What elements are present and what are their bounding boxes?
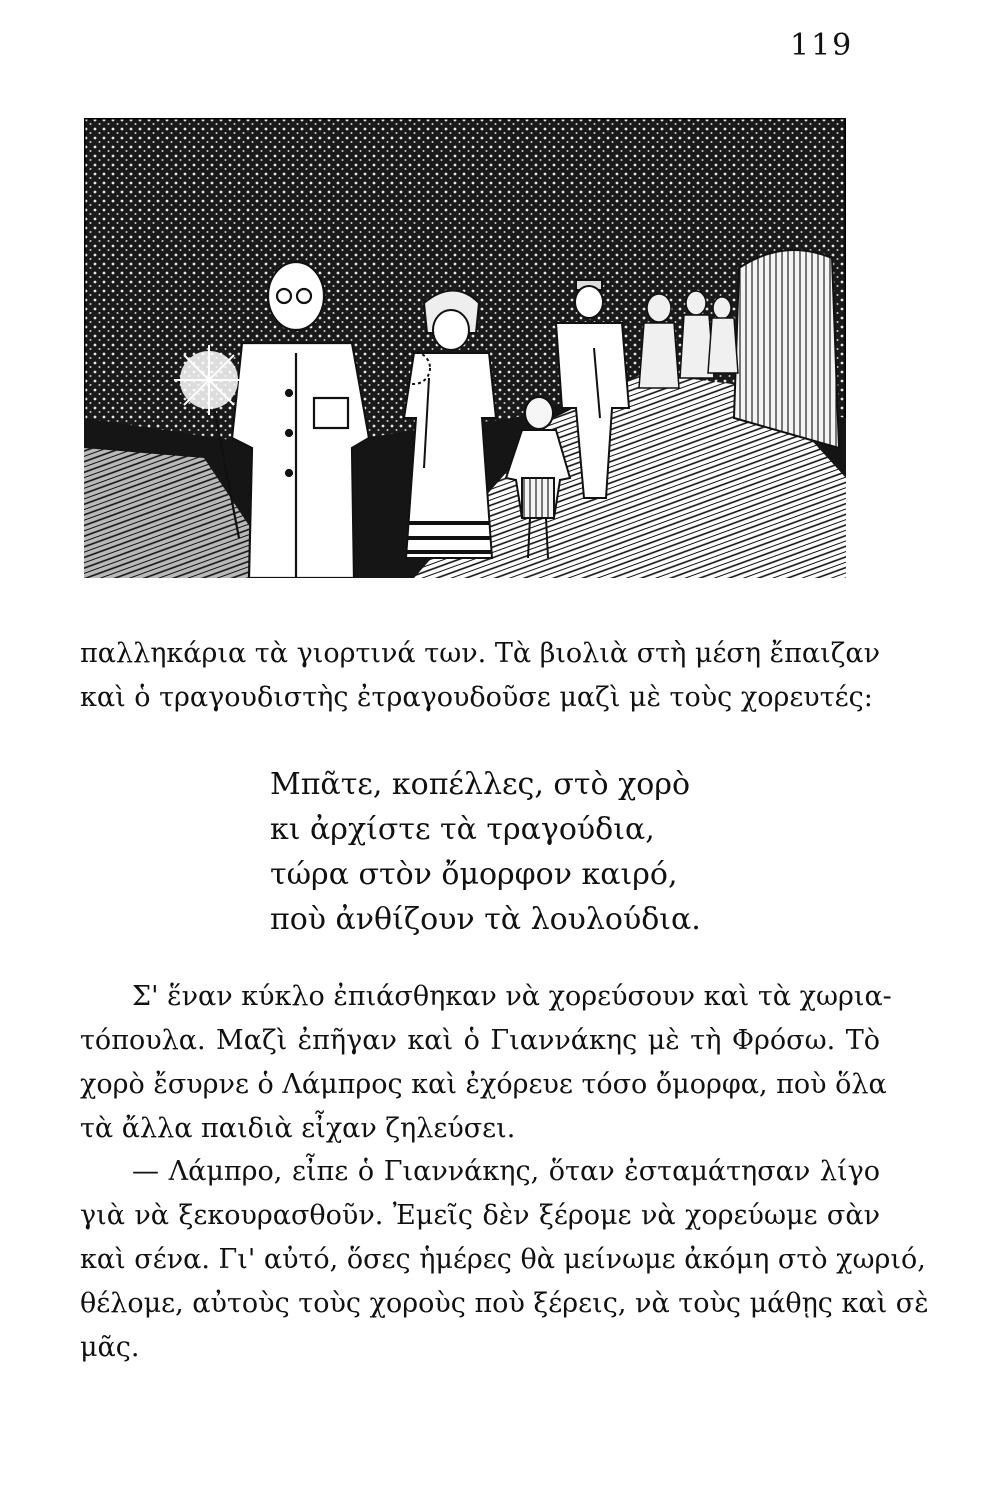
poem-line: Μπᾶτε, κοπέλλες, στὸ χορὸ: [270, 767, 691, 802]
poem: [270, 762, 701, 942]
poem-line: κι ἀρχίστε τὰ τραγούδια,: [270, 812, 655, 847]
text-line: Σ' ἕναν κύκλο ἐπιάσθηκαν νὰ χορεύσουν καὶ τὰ χωρια-: [132, 981, 892, 1012]
paragraph-2: [80, 975, 892, 1151]
illustration: [84, 118, 846, 578]
text-line: καὶ ὁ τραγουδιστὴς ἐτραγουδοῦσε μαζὶ μὲ τοὺς χορευτές:: [80, 682, 873, 713]
poem-line: ποὺ ἀνθίζουν τὰ λουλούδια.: [270, 902, 701, 937]
text-line: θέλομε, αὐτοὺς τοὺς χοροὺς ποὺ ξέρεις, νὰ τοὺς μάθῃς καὶ σὲ: [80, 1288, 929, 1319]
text-line: καὶ σένα. Γι' αὐτό, ὅσες ἡμέρες θὰ μείνωμε ἀκόμη στὸ χωριό,: [80, 1244, 926, 1275]
text-line: παλληκάρια τὰ γιορτινά των. Τὰ βιολιὰ στὴ μέση ἔπαιζαν: [80, 638, 880, 669]
text-line: τόπουλα. Μαζὶ ἐπῆγαν καὶ ὁ Γιαννάκης μὲ τὴ Φρόσω. Τὸ: [80, 1025, 880, 1056]
poem-line: τώρα στὸν ὄμορφον καιρό,: [270, 857, 678, 892]
paragraph-3: [80, 1150, 929, 1370]
paragraph-1: [80, 632, 880, 720]
text-line: χορὸ ἔσυρνε ὁ Λάμπρος καὶ ἐχόρευε τόσο ὄμορφα, ποὺ ὅλα: [80, 1069, 887, 1100]
text-line: μᾶς.: [80, 1332, 140, 1363]
page-number: 119: [790, 28, 854, 63]
text-line: τὰ ἄλλα παιδιὰ εἶχαν ζηλεύσει.: [80, 1113, 516, 1144]
text-line: γιὰ νὰ ξεκουρασθοῦν. Ἐμεῖς δὲν ξέρομε νὰ χορεύωμε σὰν: [80, 1200, 880, 1231]
text-line: — Λάμπρο, εἶπε ὁ Γιαννάκης, ὅταν ἐσταμάτησαν λίγο: [132, 1156, 880, 1187]
drawing-procession-icon: [84, 118, 846, 578]
